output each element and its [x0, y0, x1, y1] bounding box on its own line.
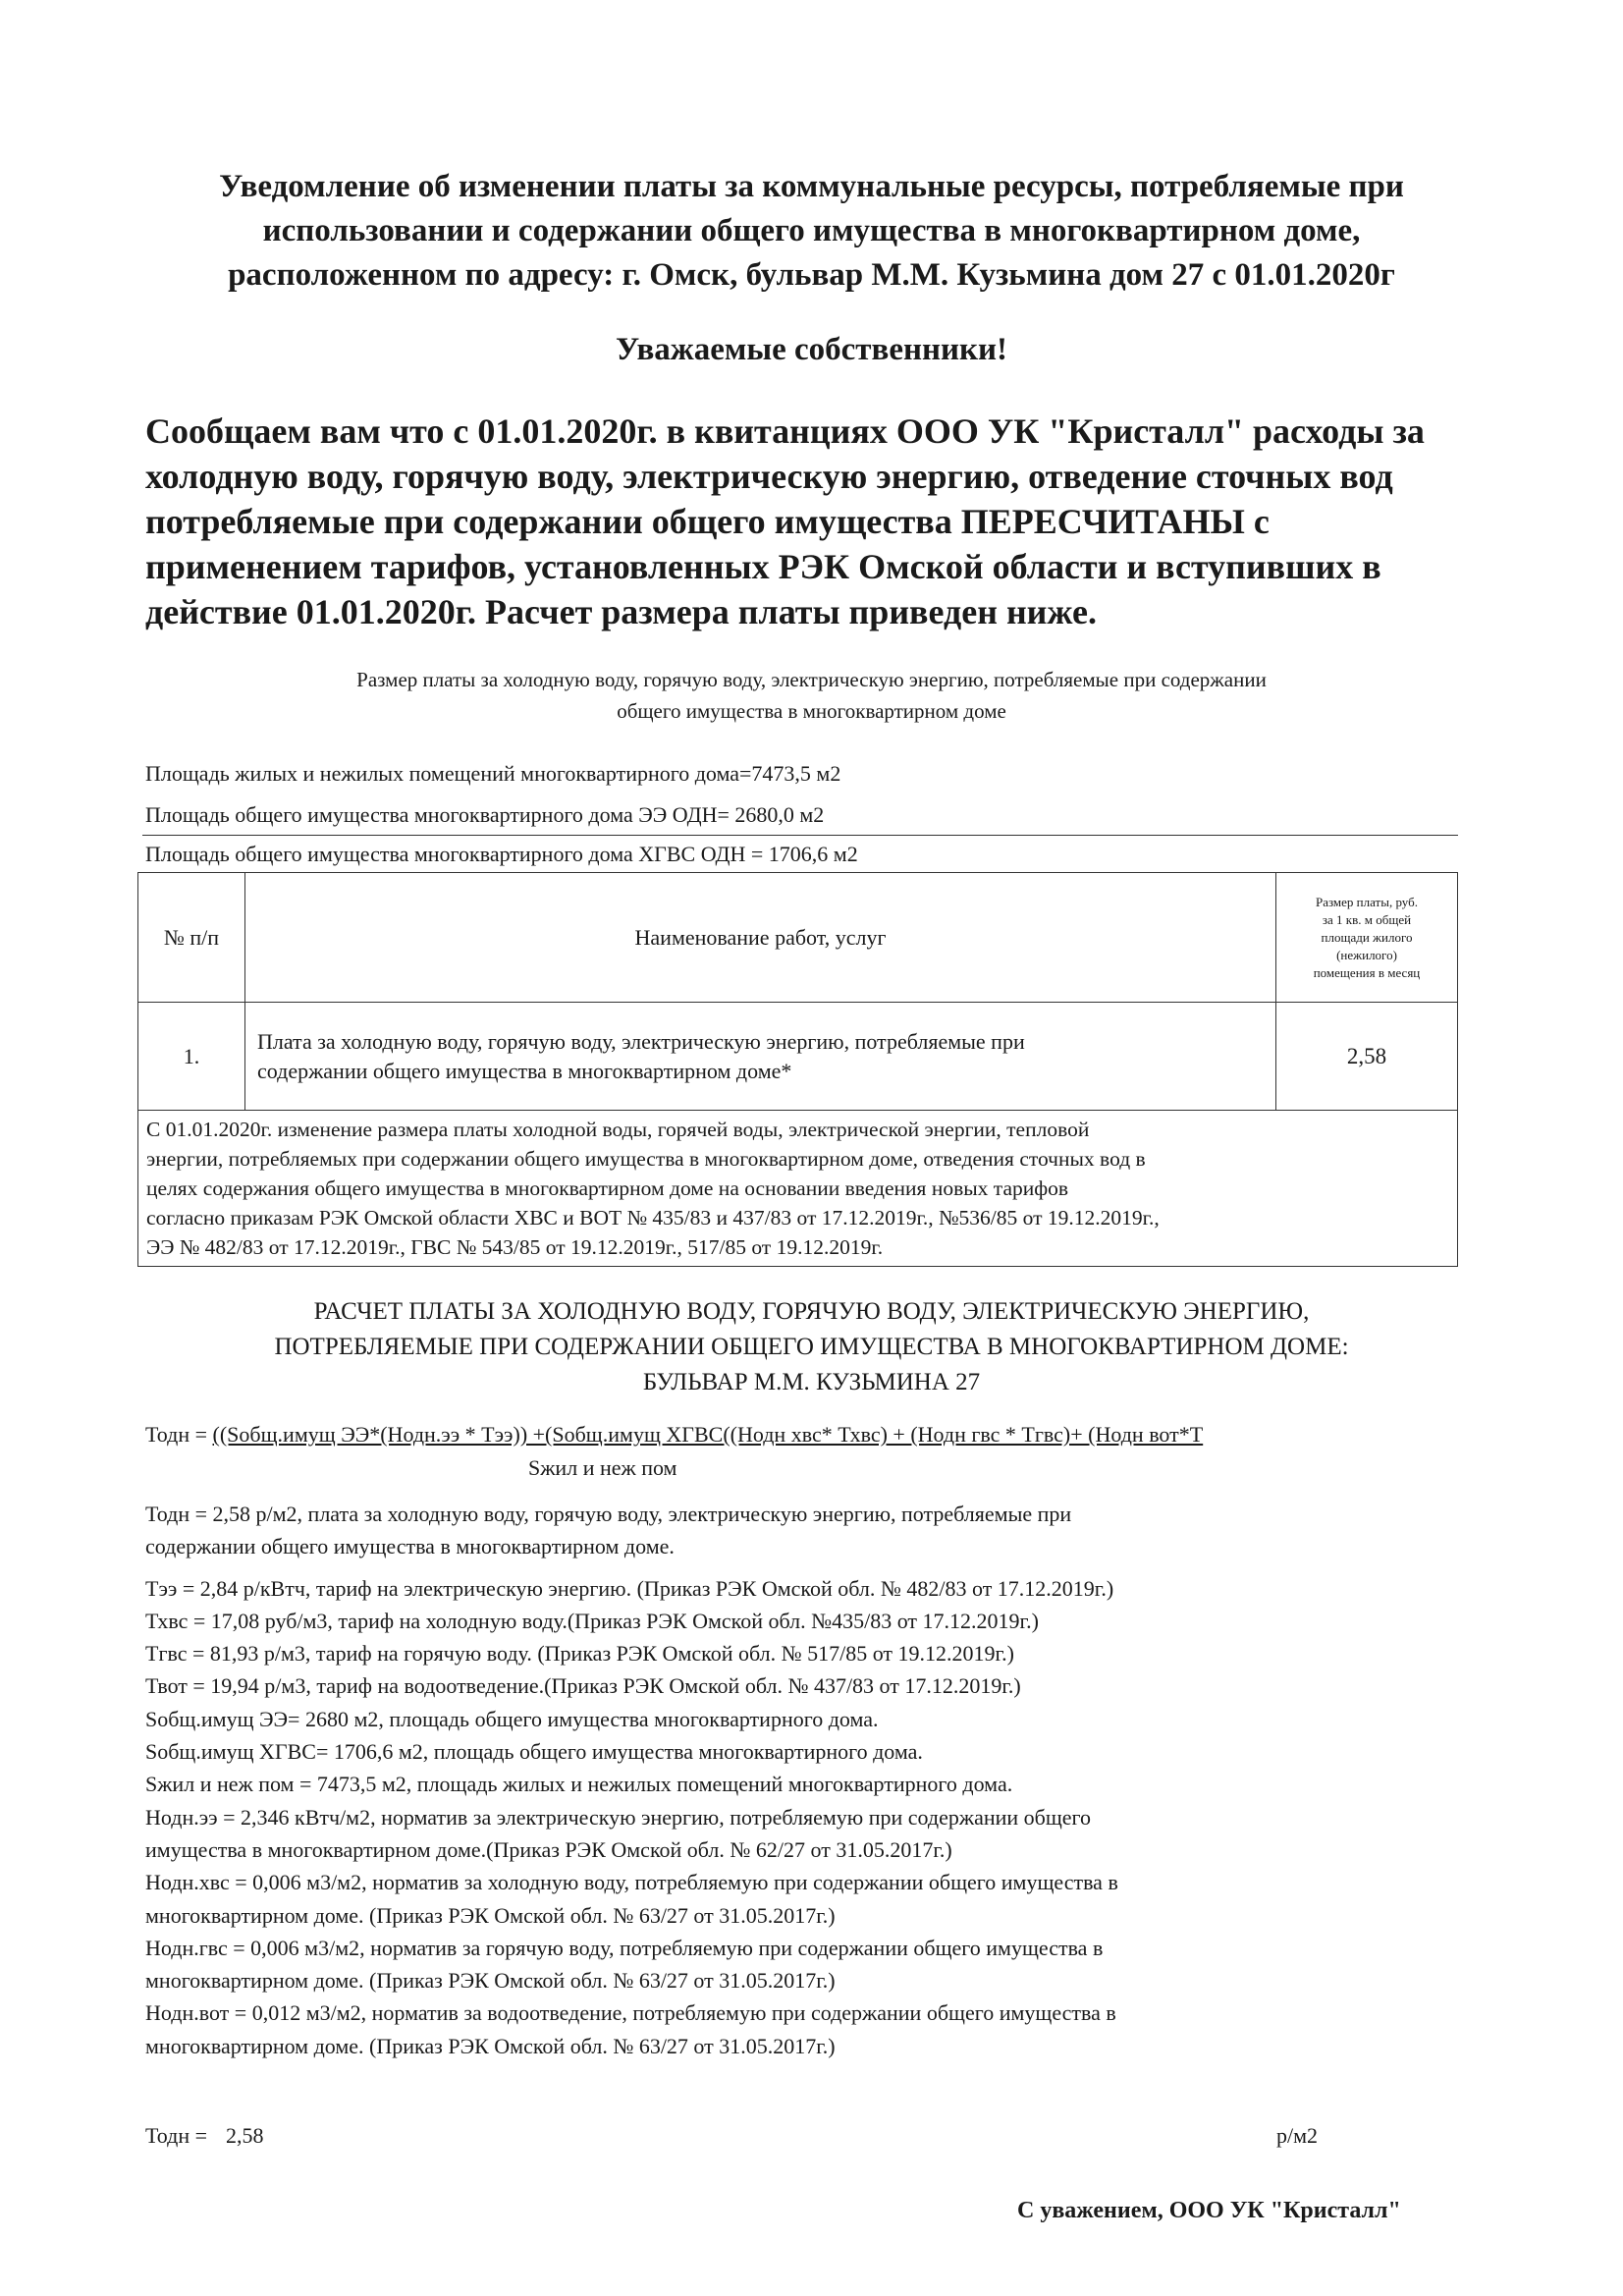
formula-numerator: ((Sобщ.имущ ЭЭ*(Нодн.ээ * Тээ)) +(Sобщ.имущ ХГВС((Нодн хвс* Тхвс) + (Нодн гвс * Тгвс)+ (Нодн вот*Т: [212, 1422, 1204, 1447]
title-line: использовании и содержании общего имущества в многоквартирном доме,: [262, 213, 1361, 248]
definition-line: многоквартирном доме. (Приказ РЭК Омской обл. № 63/27 от 31.05.2017г.): [145, 1968, 836, 1994]
definition-line: Тээ = 2,84 р/кВтч, тариф на электрическую энергию. (Приказ РЭК Омской обл. № 482/83 от 17.12.2019г.): [145, 1575, 1114, 1601]
header-rate-line: (нежилого): [1336, 947, 1397, 962]
definition-line: Тодн = 2,58 р/м2, плата за холодную воду, горячую воду, электрическую энергию, потребляемые при: [145, 1502, 1072, 1526]
calc-title-line: БУЛЬВАР М.М. КУЗЬМИНА 27: [642, 1369, 981, 1395]
table-header-row: [138, 873, 1458, 1003]
intro-line: потребляемые при содержании общего имущества ПЕРЕСЧИТАНЫ с: [145, 502, 1270, 541]
definition-line: Sобщ.имущ ХГВС= 1706,6 м2, площадь общего имущества многоквартирного дома.: [145, 1739, 923, 1765]
area-common-electric: Площадь общего имущества многоквартирного дома ЭЭ ОДН= 2680,0 м2: [145, 802, 825, 827]
subtitle-line: Размер платы за холодную воду, горячую воду, электрическую энергию, потребляемые при содержании: [356, 668, 1267, 691]
definition-line: содержании общего имущества в многоквартирном доме.: [145, 1534, 675, 1559]
greeting: Уважаемые собственники!: [615, 332, 1008, 367]
header-rate-line: за 1 кв. м общей: [1322, 911, 1412, 927]
definition-line: многоквартирном доме. (Приказ РЭК Омской обл. № 63/27 от 31.05.2017г.): [145, 2033, 836, 2058]
intro-line: действие 01.01.2020г. Расчет размера платы приведен ниже.: [145, 592, 1098, 631]
definition-line: Тхвс = 17,08 руб/м3, тариф на холодную воду.(Приказ РЭК Омской обл. №435/83 от 17.12.2019г.): [145, 1608, 1039, 1633]
row-rate: 2,58: [1276, 1003, 1458, 1111]
header-rate-line: Размер платы, руб.: [1315, 894, 1418, 909]
formula-lhs: Тодн =: [145, 1422, 213, 1447]
table-note: [138, 1111, 1458, 1267]
definition-line: Sобщ.имущ ЭЭ= 2680 м2, площадь общего имущества многоквартирного дома.: [145, 1706, 879, 1731]
definition-line: Нодн.хвс = 0,006 м3/м2, норматив за холодную воду, потребляемую при содержании общего имущества в: [145, 1870, 1118, 1895]
formula-denominator: Sжил и неж пом: [528, 1455, 677, 1480]
definition-line: Тгвс = 81,93 р/м3, тариф на горячую воду. (Приказ РЭК Омской обл. № 517/85 от 19.12.2019г.): [145, 1641, 1014, 1667]
intro-line: применением тарифов, установленных РЭК Омской области и вступивших в: [145, 547, 1381, 586]
row-name: [245, 1003, 1276, 1111]
table-subtitle: [157, 664, 1466, 727]
definition-line: Нодн.гвс = 0,006 м3/м2, норматив за горячую воду, потребляемую при содержании общего имущества в: [145, 1935, 1104, 1960]
title-line: расположенном по адресу: г. Омск, бульвар М.М. Кузьмина дом 27 с 01.01.2020г: [228, 257, 1395, 293]
note-line: С 01.01.2020г. изменение размера платы холодной воды, горячей воды, электрической энергии, тепловой: [146, 1118, 1090, 1141]
table-note-row: [138, 1111, 1458, 1267]
calculation-title: [137, 1294, 1486, 1400]
intro-line: Сообщаем вам что с 01.01.2020г. в квитанциях ООО УК "Кристалл" расходы за: [145, 411, 1425, 451]
result-value: 2,58: [226, 2123, 264, 2148]
row-num: 1.: [138, 1003, 245, 1111]
calc-title-line: РАСЧЕТ ПЛАТЫ ЗА ХОЛОДНУЮ ВОДУ, ГОРЯЧУЮ ВОДУ, ЭЛЕКТРИЧЕСКУЮ ЭНЕРГИЮ,: [313, 1298, 1310, 1325]
signature: С уважением, ООО УК "Кристалл": [1017, 2198, 1401, 2223]
definition-line: Sжил и неж пом = 7473,5 м2, площадь жилых и нежилых помещений многоквартирного дома.: [145, 1772, 1013, 1797]
note-line: энергии, потребляемых при содержании общего имущества в многоквартирном доме, отведения сточных вод в: [146, 1147, 1146, 1171]
result-label: Тодн =: [145, 2123, 208, 2148]
formula: [145, 1422, 1451, 1448]
header-rate-line: площади жилого: [1321, 929, 1413, 945]
tariff-table: [137, 872, 1458, 1267]
result-unit: р/м2: [1276, 2123, 1319, 2148]
intro-paragraph: [145, 409, 1520, 634]
table-row: [138, 1003, 1458, 1111]
definition-line: имущества в многоквартирном доме.(Приказ РЭК Омской обл. № 62/27 от 31.05.2017г.): [145, 1836, 952, 1862]
definition-line: Нодн.ээ = 2,346 кВтч/м2, норматив за электрическую энергию, потребляемую при содержании общего: [145, 1804, 1092, 1830]
area-total: Площадь жилых и нежилых помещений многоквартирного дома=7473,5 м2: [145, 761, 841, 786]
definition-line: многоквартирном доме. (Приказ РЭК Омской обл. № 63/27 от 31.05.2017г.): [145, 1902, 836, 1928]
note-line: согласно приказам РЭК Омской области ХВС и ВОТ № 435/83 и 437/83 от 17.12.2019г., №536/85 от 19.12.2019г.,: [146, 1206, 1160, 1230]
header-rate: [1276, 873, 1458, 1003]
header-name: Наименование работ, услуг: [245, 873, 1276, 1003]
subtitle-line: общего имущества в многоквартирном доме: [617, 699, 1006, 723]
intro-line: холодную воду, горячую воду, электрическую энергию, отведение сточных вод: [145, 457, 1393, 496]
header-rate-line: помещения в месяц: [1313, 964, 1421, 980]
note-line: ЭЭ № 482/83 от 17.12.2019г., ГВС № 543/85 от 19.12.2019г., 517/85 от 19.12.2019г.: [146, 1235, 884, 1259]
area-common-water: Площадь общего имущества многоквартирного дома ХГВС ОДН = 1706,6 м2: [145, 842, 858, 866]
row-name-line: Плата за холодную воду, горячую воду, электрическую энергию, потребляемые при: [257, 1028, 1025, 1054]
definition-line: Нодн.вот = 0,012 м3/м2, норматив за водоотведение, потребляемую при содержании общего имущества в: [145, 2000, 1116, 2026]
note-line: целях содержания общего имущества в многоквартирном доме на основании введения новых тарифов: [146, 1176, 1069, 1200]
definition-line: Твот = 19,94 р/м3, тариф на водоотведение.(Приказ РЭК Омской обл. № 437/83 от 17.12.2019г.): [145, 1673, 1021, 1699]
header-num: № п/п: [138, 873, 245, 1003]
title-line: Уведомление об изменении платы за коммунальные ресурсы, потребляемые при: [219, 169, 1404, 204]
notice-title: [118, 165, 1505, 298]
row-name-line: содержании общего имущества в многоквартирном доме*: [257, 1058, 792, 1083]
definitions: [145, 1498, 1402, 2062]
divider: [142, 835, 1458, 836]
calc-title-line: ПОТРЕБЛЯЕМЫЕ ПРИ СОДЕРЖАНИИ ОБЩЕГО ИМУЩЕСТВА В МНОГОКВАРТИРНОМ ДОМЕ:: [274, 1334, 1349, 1360]
